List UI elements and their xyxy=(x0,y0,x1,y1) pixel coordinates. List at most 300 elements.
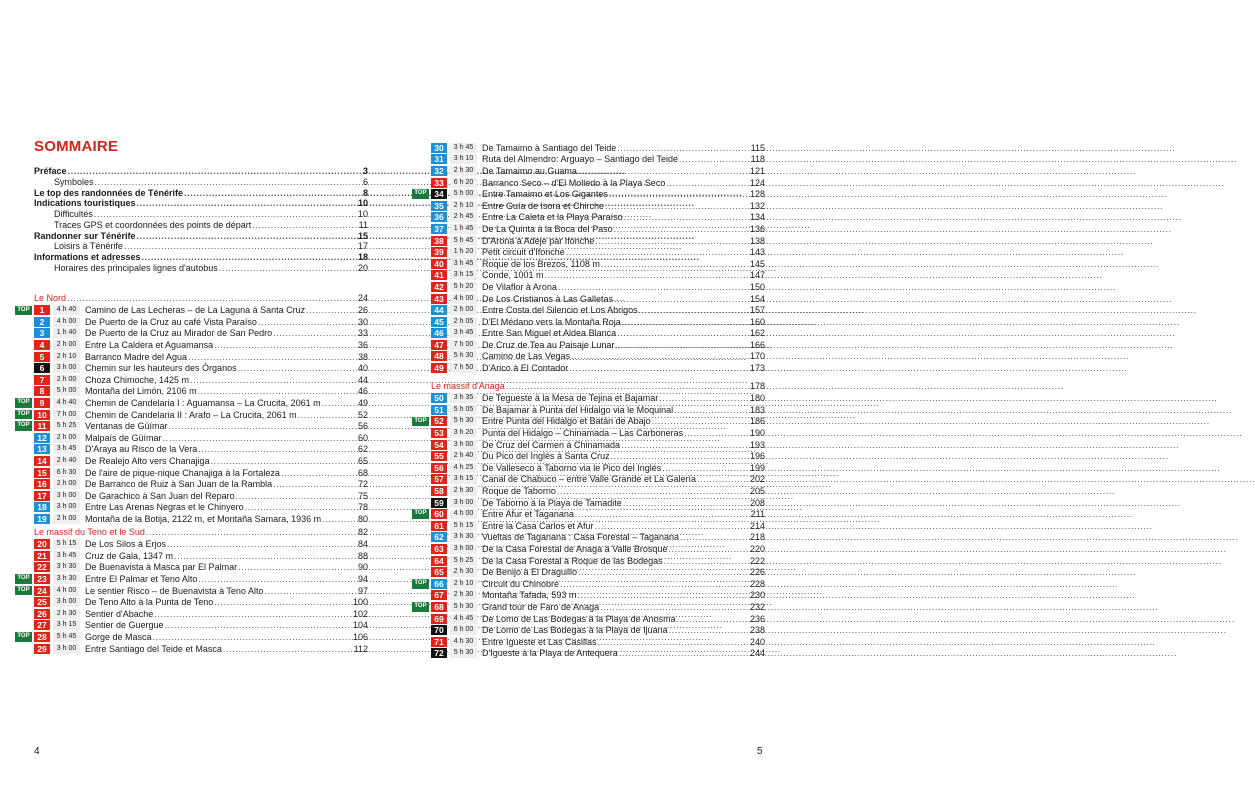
route-entry xyxy=(431,648,765,660)
route-entry xyxy=(431,497,765,509)
top-badge: TOP xyxy=(412,602,429,612)
route-entry xyxy=(34,362,368,374)
route-title: Cruz de Gala, 1347 m xyxy=(85,550,174,561)
route-number: 39 xyxy=(431,247,447,257)
route-title: De Tamaimo au Guama xyxy=(482,165,577,176)
route-title: Entre Las Arenas Negras et le Chinyero xyxy=(85,502,244,513)
route-duration: 5 h 45 xyxy=(450,236,477,246)
dot-leader xyxy=(153,632,352,642)
route-page: 60 xyxy=(357,432,368,443)
route-number: 30 xyxy=(431,143,447,153)
route-number: 35 xyxy=(431,201,447,211)
route-entry xyxy=(431,532,765,544)
route-page: 240 xyxy=(749,636,765,647)
dot-leader xyxy=(577,590,749,600)
route-page: 244 xyxy=(749,648,765,659)
route-title: Le sentier Risco – de Buenavista à Teno Alto xyxy=(85,585,264,596)
toc-entry-label: Difficultés xyxy=(54,209,93,219)
dot-leader xyxy=(184,188,362,199)
route-page: 222 xyxy=(749,555,765,566)
route-number: 18 xyxy=(34,502,50,512)
route-title: Entre Punta del Hidalgo et Batán de Abajo xyxy=(482,416,651,427)
route-duration: 5 h 30 xyxy=(450,351,477,361)
route-duration: 2 h 30 xyxy=(450,590,477,600)
route-page: 170 xyxy=(749,351,765,362)
dot-leader xyxy=(273,479,357,489)
dot-leader xyxy=(668,544,749,554)
region-name: Le Nord xyxy=(34,293,67,303)
route-title: De Barranco de Ruiz à San Juan de la Rambla xyxy=(85,479,273,490)
dot-leader xyxy=(569,363,749,373)
route-number: 56 xyxy=(431,463,447,473)
dot-leader xyxy=(174,551,357,561)
dot-leader xyxy=(322,398,357,408)
route-title: Vueltas de Taganana : Casa Forestal – Taganana xyxy=(482,532,679,543)
left-page xyxy=(0,0,400,800)
top-badge: TOP xyxy=(412,509,429,519)
top-badge: TOP xyxy=(15,398,32,408)
route-page: 134 xyxy=(749,212,765,223)
route-duration: 4 h 45 xyxy=(450,614,477,624)
dot-leader xyxy=(680,532,749,542)
route-entry xyxy=(431,246,765,258)
route-number: 34 xyxy=(431,189,447,199)
dot-leader xyxy=(659,393,749,403)
route-title: De Cruz de Tea au Paisaje Lunar xyxy=(482,339,615,350)
route-title: Gorge de Masca xyxy=(85,632,152,643)
route-duration: 4 h 00 xyxy=(53,586,80,596)
route-entry xyxy=(431,281,765,293)
route-entry xyxy=(17,397,368,409)
route-duration: 4 h 30 xyxy=(450,637,477,647)
route-page: 88 xyxy=(357,550,368,561)
toc-entry-label: Traces GPS et coordonnées des points de départ xyxy=(54,219,252,230)
route-entry xyxy=(414,188,765,200)
route-number: 55 xyxy=(431,451,447,461)
route-number: 25 xyxy=(34,597,50,607)
route-duration: 2 h 30 xyxy=(53,609,80,619)
route-page: 193 xyxy=(749,439,765,450)
toc-entry xyxy=(34,166,368,177)
route-entry xyxy=(431,328,765,340)
dot-leader xyxy=(219,263,357,274)
top-badge: TOP xyxy=(15,410,32,420)
route-title: Malpaís de Güímar xyxy=(85,432,162,443)
route-duration: 3 h 45 xyxy=(53,444,80,454)
route-duration: 2 h 10 xyxy=(53,352,80,362)
route-duration: 5 h 15 xyxy=(450,521,477,531)
route-title: De Bajamar à Punta del Hidalgo via le Moquinal xyxy=(482,404,674,415)
dot-leader xyxy=(211,456,357,466)
route-entry xyxy=(431,636,765,648)
route-number: 45 xyxy=(431,317,447,327)
route-duration: 7 h 00 xyxy=(450,340,477,350)
dot-leader xyxy=(677,614,749,624)
route-duration: 3 h 30 xyxy=(450,532,477,542)
route-duration: 3 h 00 xyxy=(53,363,80,373)
dot-leader xyxy=(669,625,749,635)
route-title: De Lomo de Las Bodegas à la Playa de Anosma xyxy=(482,613,676,624)
route-duration: 3 h 30 xyxy=(53,562,80,572)
dot-leader xyxy=(614,294,749,304)
toc-entry-label: Indications touristiques xyxy=(34,198,136,209)
route-title: Entre Afur et Taganana xyxy=(482,509,574,520)
dot-leader xyxy=(142,252,357,263)
route-page: 26 xyxy=(357,305,368,316)
route-number: 32 xyxy=(431,166,447,176)
route-duration: 1 h 45 xyxy=(450,224,477,234)
toc-entry-page: 6 xyxy=(362,176,368,187)
route-number: 33 xyxy=(431,178,447,188)
toc-entry-label: Horaires des principales lignes d'autobus xyxy=(54,262,218,273)
route-title: Ventanas de Güímar xyxy=(85,421,168,432)
route-number: 62 xyxy=(431,532,447,542)
route-number: 2 xyxy=(34,317,50,327)
dot-leader xyxy=(214,597,352,607)
dot-leader xyxy=(560,579,749,589)
route-page: 65 xyxy=(357,456,368,467)
route-number: 16 xyxy=(34,479,50,489)
dot-leader xyxy=(697,474,749,484)
toc-entry-label: Le top des randonnées de Ténérife xyxy=(34,187,184,198)
route-page: 211 xyxy=(750,509,765,520)
dot-leader xyxy=(258,317,357,327)
dot-leader xyxy=(684,428,749,438)
route-entry xyxy=(17,409,368,421)
route-entry xyxy=(431,543,765,555)
route-page: 132 xyxy=(749,200,765,211)
route-number: 14 xyxy=(34,456,50,466)
route-entry xyxy=(431,520,765,532)
route-number: 42 xyxy=(431,282,447,292)
dot-leader xyxy=(578,166,749,176)
page-number-right: 5 xyxy=(757,746,763,757)
route-entry xyxy=(17,420,368,432)
route-number: 4 xyxy=(34,340,50,350)
region-name: Le massif du Teno et le Sud xyxy=(34,527,145,537)
route-entry xyxy=(34,539,368,551)
route-title: Punta del Hidalgo – Chinamada – Las Carboneras xyxy=(482,428,684,439)
route-number: 51 xyxy=(431,405,447,415)
region-heading xyxy=(431,381,765,393)
toc-entry-label: Informations et adresses xyxy=(34,252,141,262)
dot-leader xyxy=(306,305,357,315)
top-badge: TOP xyxy=(412,417,429,427)
top-badge: TOP xyxy=(15,306,32,316)
route-number: 70 xyxy=(431,625,447,635)
route-page: 199 xyxy=(749,462,765,473)
route-duration: 2 h 10 xyxy=(450,579,477,589)
dot-leader xyxy=(245,502,357,512)
route-duration: 3 h 20 xyxy=(450,428,477,438)
route-page: 180 xyxy=(749,393,765,404)
route-number: 29 xyxy=(34,644,50,654)
toc-entry xyxy=(34,177,368,188)
route-duration: 5 h 25 xyxy=(53,421,80,431)
route-entry xyxy=(431,235,765,247)
route-entry xyxy=(34,596,368,608)
toc-entry-page: 20 xyxy=(357,262,368,273)
route-page: 36 xyxy=(357,340,368,351)
route-page: 56 xyxy=(357,421,368,432)
route-duration: 5 h 00 xyxy=(450,189,477,199)
route-title: Barranco Madre del Agua xyxy=(85,351,188,362)
route-duration: 4 h 40 xyxy=(53,305,80,315)
route-title: D'Arona à Adeje par Ifonche xyxy=(482,235,595,246)
route-entry xyxy=(414,508,765,520)
route-number: 50 xyxy=(431,393,447,403)
toc-entry xyxy=(34,209,368,220)
dot-leader xyxy=(137,231,357,242)
route-title: Entre Igueste et Las Casillas xyxy=(482,636,597,647)
route-duration: 2 h 05 xyxy=(450,317,477,327)
route-title: De la Casa Forestal à Roque de las Bodegas xyxy=(482,555,663,566)
route-number: 17 xyxy=(34,491,50,501)
dot-leader xyxy=(236,491,357,501)
route-number: 11 xyxy=(34,421,50,431)
routes-continued xyxy=(414,142,765,374)
route-duration: 3 h 00 xyxy=(53,597,80,607)
route-entry xyxy=(17,573,368,585)
dot-leader xyxy=(298,410,357,420)
dot-leader xyxy=(165,620,352,630)
toc-entry-label: Préface xyxy=(34,166,67,176)
route-title: De Tamaimo à Santiago del Teide xyxy=(482,142,617,153)
region-heading xyxy=(34,293,368,305)
route-entry xyxy=(34,339,368,351)
route-page: 136 xyxy=(749,223,765,234)
route-duration: 5 h 30 xyxy=(450,416,477,426)
route-page: 157 xyxy=(749,305,765,316)
route-duration: 3 h 45 xyxy=(450,143,477,153)
route-number: 15 xyxy=(34,468,50,478)
route-number: 36 xyxy=(431,212,447,222)
route-entry xyxy=(414,578,765,590)
route-duration: 2 h 10 xyxy=(450,201,477,211)
dot-leader xyxy=(273,328,357,338)
route-page: 150 xyxy=(749,281,765,292)
route-page: 160 xyxy=(749,316,765,327)
route-page: 38 xyxy=(357,351,368,362)
route-page: 226 xyxy=(749,567,765,578)
toc-entry-page: 18 xyxy=(357,252,368,262)
route-number: 63 xyxy=(431,544,447,554)
route-entry xyxy=(431,304,765,316)
route-title: Roque de Taborno xyxy=(482,486,556,497)
route-title: De Los Silos à Erjos xyxy=(85,539,167,550)
dot-leader xyxy=(545,270,749,280)
route-page: 100 xyxy=(352,597,368,608)
route-duration: 3 h 00 xyxy=(450,440,477,450)
toc-entry-label: Symboles xyxy=(54,176,94,187)
route-entry xyxy=(34,351,368,363)
route-page: 196 xyxy=(749,451,765,462)
toc-entry-page: 8 xyxy=(362,187,368,198)
route-duration: 1 h 20 xyxy=(450,247,477,257)
route-entry xyxy=(431,165,765,177)
route-page: 72 xyxy=(357,479,368,490)
route-duration: 5 h 25 xyxy=(450,556,477,566)
route-title: De Puerto de la Cruz au café Vista Paraíso xyxy=(85,316,257,327)
route-duration: 2 h 00 xyxy=(53,514,80,524)
route-page: 202 xyxy=(749,474,765,485)
route-entry xyxy=(431,223,765,235)
route-duration: 3 h 45 xyxy=(450,328,477,338)
dot-leader xyxy=(137,198,357,209)
route-entry xyxy=(34,316,368,328)
toc-title: SOMMAIRE xyxy=(34,138,119,155)
route-number: 7 xyxy=(34,375,50,385)
route-page: 118 xyxy=(750,154,765,165)
route-title: Entre San Miguel et Aldea Blanca xyxy=(482,328,617,339)
route-number: 12 xyxy=(34,433,50,443)
route-page: 183 xyxy=(749,404,765,415)
route-title: Petit circuit d'Ifonche xyxy=(482,247,565,258)
route-title: De Buenavista à Masca par El Palmar xyxy=(85,562,238,573)
route-entry xyxy=(431,258,765,270)
route-title: Chemin de Candelaria II : Arafo – La Crucita, 2061 m xyxy=(85,409,297,420)
dot-leader xyxy=(214,340,357,350)
route-entry xyxy=(414,601,765,613)
route-entry xyxy=(34,478,368,490)
route-title: Canal de Chabuco – entre Valle Grande et La Galería xyxy=(482,474,696,485)
route-duration: 2 h 00 xyxy=(53,479,80,489)
dot-leader xyxy=(600,602,749,612)
route-entry xyxy=(431,485,765,497)
route-page: 52 xyxy=(357,409,368,420)
route-entry xyxy=(431,566,765,578)
dot-leader xyxy=(624,212,749,222)
route-duration: 5 h 15 xyxy=(53,539,80,549)
route-entry xyxy=(431,474,765,486)
route-page: 138 xyxy=(749,235,765,246)
toc-entry xyxy=(34,241,368,252)
route-entry xyxy=(34,620,368,632)
route-number: 43 xyxy=(431,294,447,304)
page-number-left: 4 xyxy=(34,746,40,757)
toc-entry-page: 3 xyxy=(362,166,368,176)
route-duration: 2 h 30 xyxy=(450,166,477,176)
route-entry xyxy=(17,631,368,643)
route-number: 28 xyxy=(34,632,50,642)
route-duration: 6 h 20 xyxy=(450,178,477,188)
route-entry xyxy=(34,444,368,456)
route-entry xyxy=(431,427,765,439)
route-duration: 3 h 00 xyxy=(53,502,80,512)
route-entry xyxy=(431,270,765,282)
toc-entry xyxy=(34,198,368,209)
route-number: 37 xyxy=(431,224,447,234)
route-duration: 2 h 40 xyxy=(53,456,80,466)
dot-leader xyxy=(198,444,357,454)
route-number: 9 xyxy=(34,398,50,408)
route-duration: 4 h 25 xyxy=(450,463,477,473)
route-duration: 3 h 15 xyxy=(450,474,477,484)
route-number: 41 xyxy=(431,270,447,280)
route-duration: 7 h 00 xyxy=(53,410,80,420)
route-entry xyxy=(431,450,765,462)
route-number: 71 xyxy=(431,637,447,647)
route-number: 52 xyxy=(431,416,447,426)
route-entry xyxy=(34,643,368,655)
route-number: 38 xyxy=(431,236,447,246)
route-duration: 2 h 00 xyxy=(53,433,80,443)
dot-leader xyxy=(68,166,362,177)
route-duration: 2 h 45 xyxy=(450,212,477,222)
front-matter-list xyxy=(34,166,368,274)
route-number: 19 xyxy=(34,514,50,524)
route-duration: 7 h 50 xyxy=(450,363,477,373)
route-page: 40 xyxy=(357,363,368,374)
route-entry xyxy=(414,416,765,428)
route-duration: 3 h 35 xyxy=(450,393,477,403)
route-title: D'Arico à El Contador xyxy=(482,363,569,374)
route-number: 27 xyxy=(34,620,50,630)
route-number: 68 xyxy=(431,602,447,612)
route-entry xyxy=(431,439,765,451)
route-entry xyxy=(17,305,368,317)
dot-leader xyxy=(167,539,357,549)
route-page: 49 xyxy=(357,398,368,409)
dot-leader xyxy=(674,405,749,415)
route-duration: 4 h 40 xyxy=(53,398,80,408)
dot-leader xyxy=(622,317,749,327)
route-title: Sentier de Guergue xyxy=(85,620,164,631)
route-number: 64 xyxy=(431,556,447,566)
route-title: De Benijo à El Draguillo xyxy=(482,567,578,578)
route-entry xyxy=(34,374,368,386)
route-entry xyxy=(431,212,765,224)
route-duration: 5 h 00 xyxy=(53,386,80,396)
route-duration: 3 h 15 xyxy=(450,270,477,280)
route-page: 68 xyxy=(357,467,368,478)
dot-leader xyxy=(238,363,357,373)
route-duration: 5 h 30 xyxy=(450,648,477,658)
dot-leader xyxy=(238,562,357,572)
route-duration: 2 h 00 xyxy=(450,305,477,315)
route-title: Entre Costa del Silencio et Los Abrigos xyxy=(482,305,638,316)
toc-entry-page: 17 xyxy=(357,241,368,252)
route-page: 62 xyxy=(357,444,368,455)
dot-leader xyxy=(264,586,357,596)
route-entry xyxy=(431,624,765,636)
dot-leader xyxy=(558,282,749,292)
route-page: 33 xyxy=(357,328,368,339)
route-number: 67 xyxy=(431,590,447,600)
route-entry xyxy=(34,513,368,525)
dot-leader xyxy=(601,259,749,269)
route-page: 147 xyxy=(749,270,765,281)
route-title: De Garachico à San Juan del Reparo xyxy=(85,490,235,501)
route-page: 102 xyxy=(352,608,368,619)
route-page: 121 xyxy=(749,165,765,176)
dot-leader xyxy=(662,463,749,473)
dot-leader xyxy=(679,154,750,164)
dot-leader xyxy=(169,421,357,431)
route-entry xyxy=(34,502,368,514)
dot-leader xyxy=(595,521,749,531)
route-number: 58 xyxy=(431,486,447,496)
route-page: 75 xyxy=(357,490,368,501)
toc-entry-label: Randonner sur Ténérife xyxy=(34,230,136,241)
dot-leader xyxy=(652,416,749,426)
dot-leader xyxy=(595,236,749,246)
route-duration: 3 h 30 xyxy=(53,574,80,584)
route-number: 23 xyxy=(34,574,50,584)
route-number: 61 xyxy=(431,521,447,531)
top-badge: TOP xyxy=(412,189,429,199)
route-page: 90 xyxy=(357,562,368,573)
